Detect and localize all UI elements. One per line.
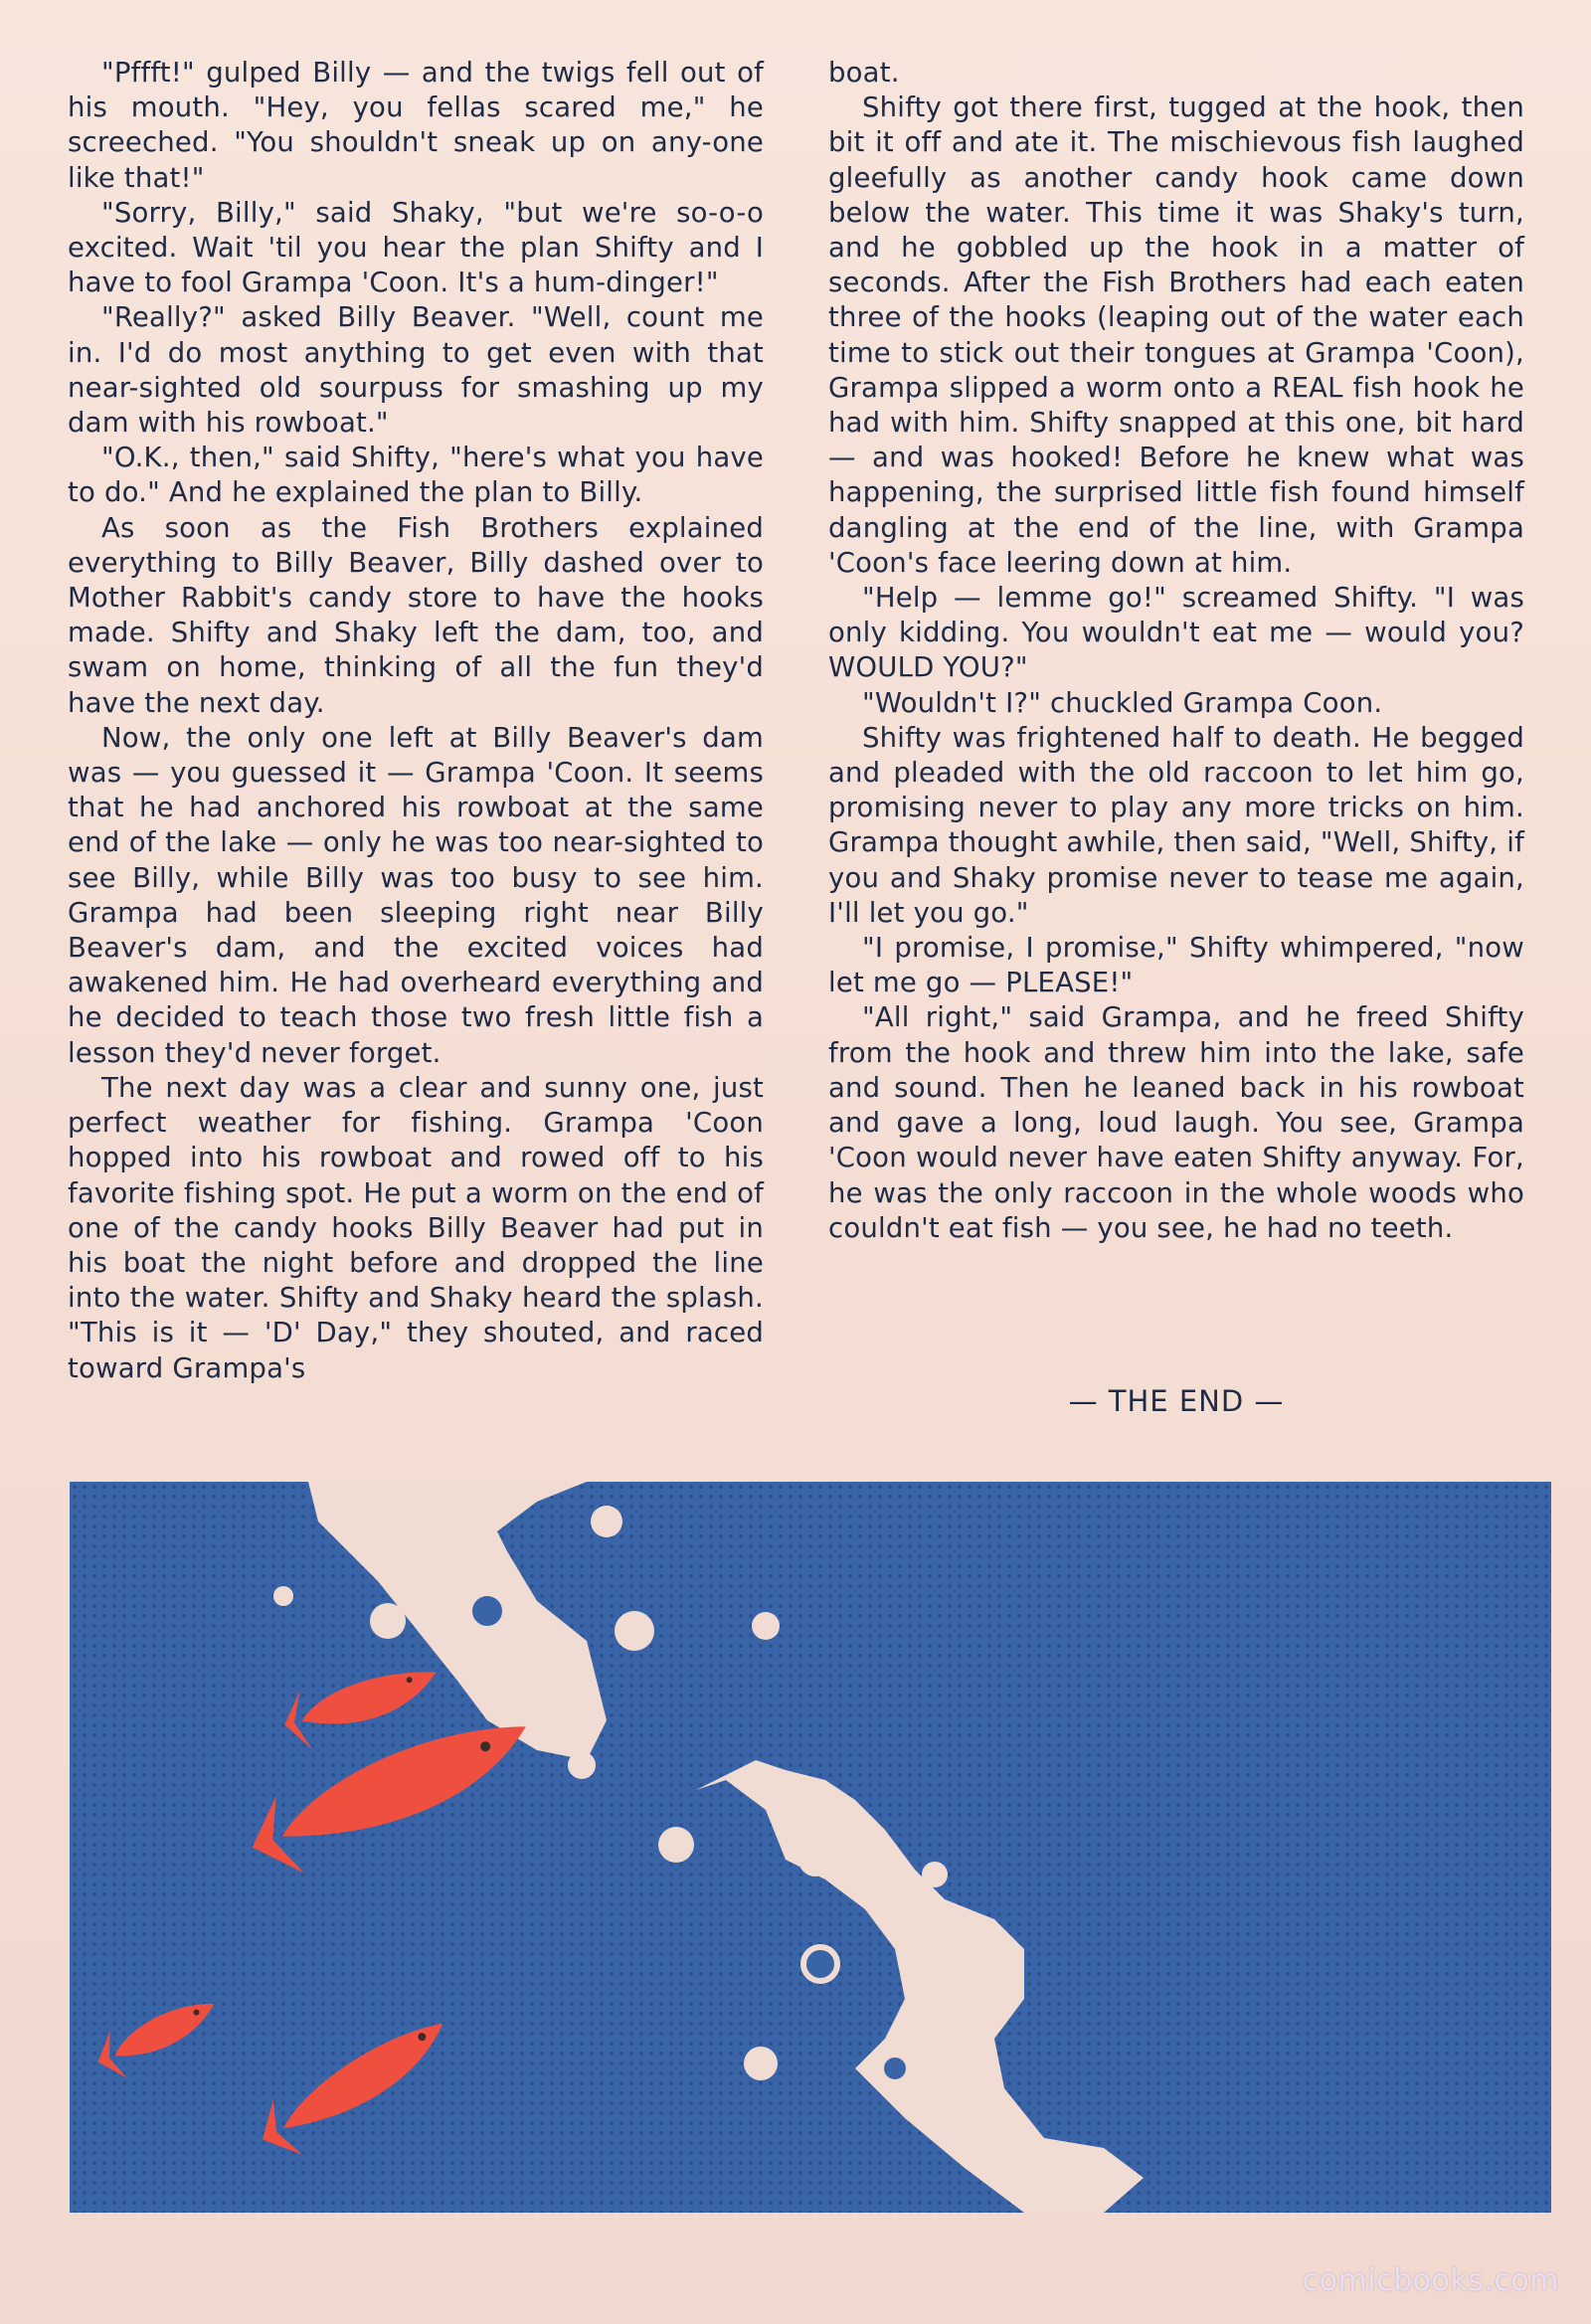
bubble [922,1862,948,1887]
the-end-caption: — THE END — [1068,1384,1285,1418]
bubble [798,1843,832,1877]
story-paragraph: boat. [828,57,900,89]
story-paragraph: "Pffft!" gulped Billy — and the twigs fell out of his mouth. "Hey, you fellas scared me," he screeched. "You shouldn't sneak up on any-one like that!" [68,57,764,194]
bubble [658,1827,694,1863]
bubble [803,1947,837,1981]
watermark-text: comicbooks.com [1302,2263,1559,2298]
story-paragraph: "Sorry, Billy," said Shaky, "but we're so-o-o excited. Wait 'til you hear the plan Shifty and I have to fool Grampa 'Coon. It's a hum-dinger!" [68,196,764,299]
story-paragraph: "Really?" asked Billy Beaver. "Well, count me in. I'd do most anything to get even with that near-sighted old sourpuss for smashing up my dam with his rowboat." [68,301,764,440]
fish-illustration [70,1482,1551,2213]
bubble [273,1586,293,1606]
story-paragraph: Shifty got there first, tugged at the hook, then bit it off and ate it. The mischievous fish laughed gleefully as another candy hook came down below the water. This time it was Shaky's turn, and he gobbled up the hook in a matter of seconds. After the Fish Brothers had each eaten three of the hooks (leaping out of the water each time to stick out their tongues at Grampa 'Coon), Grampa slipped a worm onto a REAL fish hook he had with him. Shifty snapped at this one, bit hard — and was hooked! Before he knew what was happening, the surprised little fish found himself dangling at the end of the line, with Grampa 'Coon's face leering down at him. [828,91,1524,579]
story-paragraph: "All right," said Grampa, and he freed Shifty from the hook and threw him into the lake, safe and sound. Then he leaned back in his rowboat and gave a long, loud laugh. You see, Grampa 'Coon would never have eaten Shifty anyway. For, he was the only raccoon in the whole woods who couldn't eat fish — you see, he had no teeth. [828,1001,1524,1244]
story-paragraph: "Wouldn't I?" chuckled Grampa Coon. [862,686,1383,719]
story-paragraph: The next day was a clear and sunny one, just perfect weather for fishing. Grampa 'Coon hopped into his rowboat and rowed off to his favorite fishing spot. He put a worm on the end of one of the candy hooks Billy Beaver had put in his boat the night before and dropped the line into the water. Shifty and Shaky heard the splash. "This is it — 'D' Day," they shouted, and raced toward Grampa's [68,1071,764,1384]
story-column-left [68,56,764,1386]
story-paragraph: "Help — lemme go!" screamed Shifty. "I was only kidding. You wouldn't eat me — would you? WOULD YOU?" [828,582,1524,684]
bubble [881,2055,909,2082]
story-paragraph: Now, the only one left at Billy Beaver's dam was — you guessed it — Grampa 'Coon. It seems that he had anchored his rowboat at the same end of the lake — only he was too near-sighted to see Billy, while Billy was too busy to see him. Grampa had been sleeping right near Billy Beaver's dam, and the excited voices had awakened him. He had overheard everything and he decided to teach those two fresh little fish a lesson they'd never forget. [68,721,764,1069]
bubble [469,1593,505,1629]
story-column-right [828,56,1524,1246]
story-paragraph: Shifty was frightened half to death. He begged and pleaded with the old raccoon to let him go, promising never to play any more tricks on him. Grampa thought awhile, then said, "Well, Shifty, if you and Shaky promise never to tease me again, I'll let you go." [828,721,1524,929]
story-paragraph: "I promise, I promise," Shifty whimpered, "now let me go — PLEASE!" [828,932,1524,999]
bubble [568,1751,596,1779]
bubble [615,1611,654,1651]
story-paragraph: As soon as the Fish Brothers explained everything to Billy Beaver, Billy dashed over to Mother Rabbit's candy store to have the hooks made. Shifty and Shaky left the dam, too, and swam on home, thinking of all the fun they'd have the next day. [68,511,764,719]
story-paragraph: "O.K., then," said Shifty, "here's what you have to do." And he explained the plan to Billy. [68,442,764,509]
bubble [752,1612,780,1640]
bubble [744,2047,778,2080]
bubble [591,1506,622,1537]
bubble [370,1603,406,1639]
